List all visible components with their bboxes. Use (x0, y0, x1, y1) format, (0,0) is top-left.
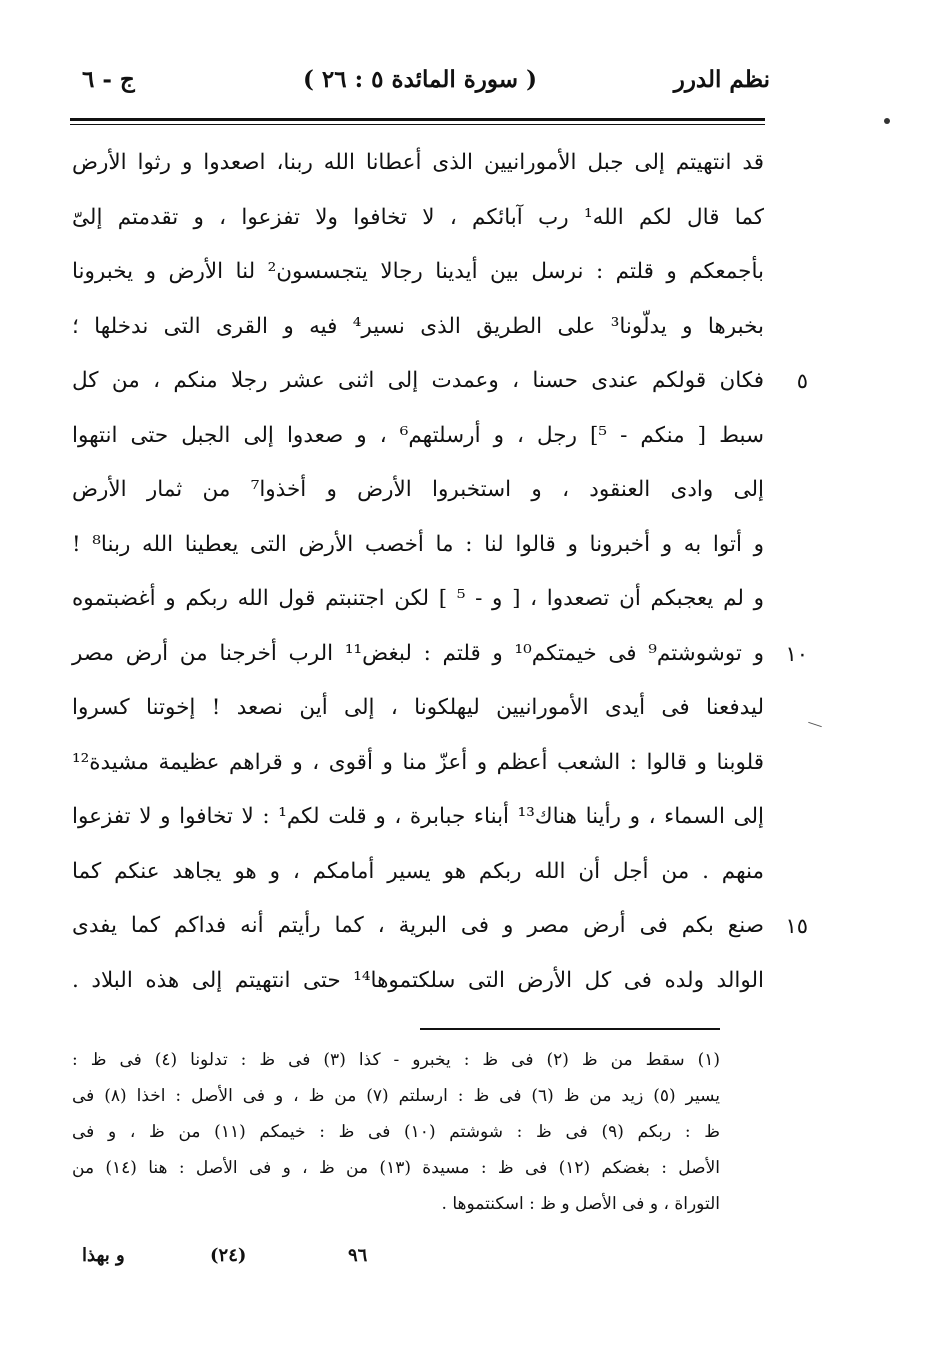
line-text: كما قال لكم الله¹ رب آبائكم ، لا تخافوا ولا تفزعوا ، و تقدمتم إلىّ (72, 204, 764, 230)
book-title: نظم الدرر (673, 66, 770, 93)
text-line (72, 409, 764, 464)
footnote-line: ظ : ربكم (٩) فى ظ : شوشتم (١٠) فى ظ : خيمكم (١١) من ظ ، و فى (72, 1122, 720, 1142)
text-line (72, 136, 764, 191)
line-text: إلى السماء ، و رأينا هناك¹³ أبناء جبابرة ، و قلت لكم¹ : لا تخافوا و لا تفزعوا (72, 804, 764, 829)
line-text: سبط [ منكم - ⁵] رجل ، و أرسلتهم⁶ ، و صعدوا إلى الجبل حتى انتهوا (72, 422, 765, 448)
text-line (72, 845, 764, 900)
footnote-separator (420, 1028, 720, 1030)
line-text: و لم يعجبكم أن تصعدوا ، [ و - ⁵ ] لكن اجتنبتم قول الله ربكم و أغضبتموه (72, 586, 764, 611)
text-line (72, 191, 764, 246)
signature-mark: (٢٤) (210, 1245, 247, 1266)
footnote-line: (١) سقط من ظ (٢) فى ظ : يخبرو - كذا (٣) فى ظ : تدلونا (٤) فى ظ : (72, 1050, 720, 1070)
text-line (72, 300, 764, 355)
line-text: بأجمعكم و قلتم : نرسل بين أيدينا رجالا يتجسسون² لنا الأرض و يخبرونا (72, 259, 764, 284)
main-text (72, 136, 808, 1008)
margin-stroke (808, 722, 822, 727)
line-text: قد انتهيتم إلى جبل الأمورانيين الذى أعطانا الله ربنا، اصعدوا و رثوا الأرض (72, 150, 764, 175)
footnotes (72, 1042, 720, 1222)
text-line (72, 790, 764, 845)
text-line (72, 518, 764, 573)
volume-number: ج - ٦ (82, 66, 135, 93)
text-line (72, 463, 764, 518)
text-line (72, 681, 764, 736)
margin-mark (884, 118, 890, 124)
footnote-line: يسير (٥) زيد من ظ (٦) فى ظ : ارسلتم (٧) من ظ ، و فى الأصل : اخذا (٨) فى (72, 1086, 720, 1106)
line-text: ليدفعنا فى أيدى الأمورانيين ليهلكونا ، إلى أين نصعد ! إخوتنا كسروا (72, 695, 764, 720)
header-rule-thin (70, 124, 765, 125)
line-number: ١٠ (785, 641, 808, 666)
page-number: ٩٦ (348, 1245, 368, 1266)
line-text: صنع بكم فى أرض مصر و فى البرية ، كما رأيتم أنه فداكم كما يفدى (72, 913, 764, 938)
line-text: إلى وادى العنقود ، و استخبروا الأرض و أخذوا⁷ من ثمار الأرض (72, 477, 764, 502)
line-text: فكان قولكم عندى حسنا ، وعمدت إلى اثنى عشر رجلا منكم ، من كل (72, 368, 764, 393)
text-line (72, 572, 764, 627)
line-text: قلوبنا و قالوا : الشعب أعظم و أعزّ منا و أقوى ، و قراهم عظيمة مشيدة¹² (72, 749, 764, 775)
text-line (72, 899, 808, 954)
text-line (72, 245, 764, 300)
catchword: و بهذا (82, 1245, 125, 1266)
line-text: و توشوشتم⁹ فى خيمتكم¹⁰ و قلتم : لبغض¹¹ الرب أخرجنا من أرض مصر (72, 640, 765, 666)
line-text: بخبرها و يدلّونا³ على الطريق الذى نسير⁴ فيه و القرى التى ندخلها ؛ (72, 313, 764, 339)
line-number: ١٥ (785, 914, 808, 938)
line-number: ٥ (796, 369, 808, 393)
text-line (72, 954, 764, 1009)
running-header (70, 66, 770, 106)
footnote-line: التوراة ، و فى الأصل و ظ : اسكنتموها . (441, 1194, 720, 1214)
page-footer (0, 1245, 941, 1277)
line-text: الوالد ولده فى كل الأرض التى سلكتموها¹⁴ حتى انتهيتم إلى هذه البلاد . (72, 967, 764, 993)
line-text: منهم . من أجل أن الله ربكم هو يسير أمامكم ، و هو يجاهد عنكم كما (72, 858, 764, 884)
line-text: و أتوا به و أخبرونا و قالوا لنا : ما أخصب الأرض التى يعطينا الله ربنا⁸ ! (72, 531, 764, 557)
text-line (72, 627, 808, 682)
text-line (72, 736, 764, 791)
footnote-line: الأصل : بغضكم (١٢) فى ظ : مسيدة (١٣) من ظ ، و فى الأصل : هنا (١٤) من (72, 1158, 720, 1178)
header-rule-thick (70, 118, 765, 121)
text-line (72, 354, 808, 409)
surah-reference: ( سورة المائدة ٥ : ٢٦ ) (303, 66, 537, 93)
